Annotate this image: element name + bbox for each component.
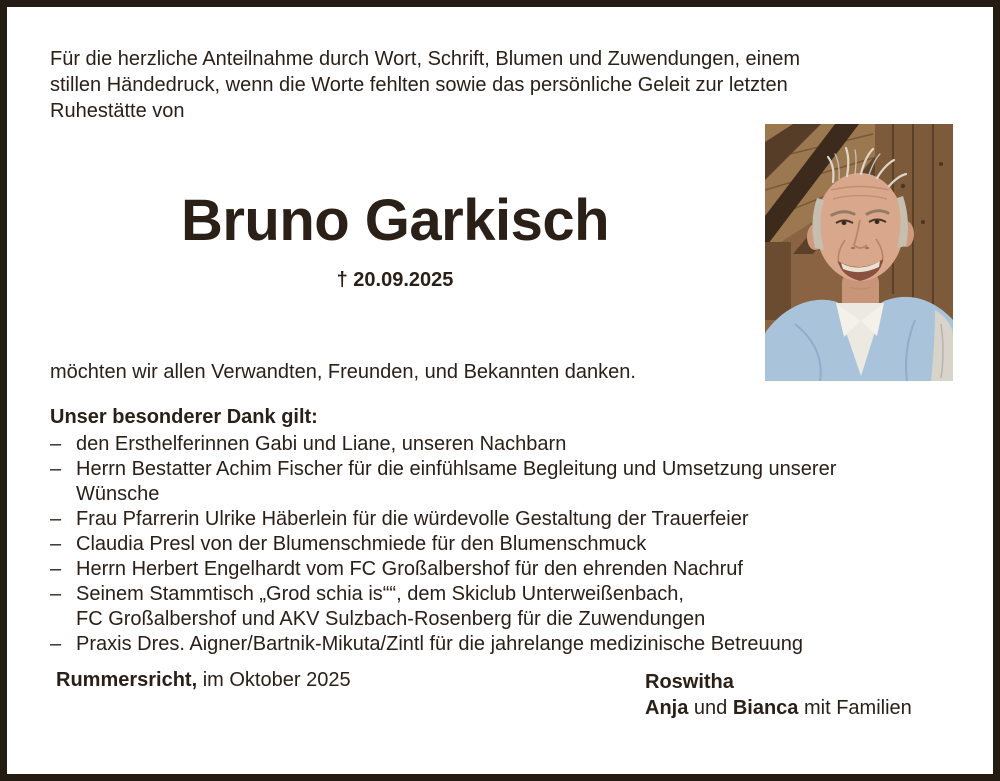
family-name: Anja <box>645 697 689 719</box>
list-item <box>50 457 975 507</box>
list-item-text: Frau Pfarrerin Ulrike Häberlein für die würdevolle Gestaltung der Trauerfeier <box>76 508 749 530</box>
dash-bullet: – <box>50 558 62 580</box>
portrait-photo-illustration <box>765 124 953 381</box>
list-item-text: Seinem Stammtisch „Grod schia is““, dem Skiclub Unterweißenbach, <box>76 583 684 605</box>
list-item-text: Wünsche <box>76 483 160 505</box>
family-names-line <box>645 695 912 721</box>
closing-place: Rummersricht, <box>56 669 198 691</box>
dash-bullet: – <box>50 533 62 555</box>
thanks-line: möchten wir allen Verwandten, Freunden, und Bekannten danken. <box>50 361 636 383</box>
list-item <box>50 432 975 457</box>
portrait-photo <box>765 124 953 381</box>
dash-bullet: – <box>50 583 62 605</box>
closing-date: im Oktober 2025 <box>197 669 351 691</box>
list-item-text: Herrn Herbert Engelhardt vom FC Großalbershof für den ehrenden Nachruf <box>76 558 743 580</box>
intro-line: stillen Händedruck, wenn die Worte fehlten sowie das persönliche Geleit zur letzten <box>50 74 788 96</box>
dash-bullet: – <box>50 508 62 530</box>
list-item <box>50 582 975 632</box>
list-item-text: Praxis Dres. Aigner/Bartnik-Mikuta/Zintl für die jahrelange medizinische Betreuung <box>76 633 804 655</box>
family-signatures <box>645 669 912 721</box>
death-date: † 20.09.2025 <box>336 269 454 291</box>
family-name: Roswitha <box>645 671 734 693</box>
dash-bullet: – <box>50 433 62 455</box>
conjunction-text: und <box>688 697 733 719</box>
acknowledgement-list <box>50 432 975 657</box>
list-item-text: Claudia Presl von der Blumenschmiede für den Blumenschmuck <box>76 533 647 555</box>
intro-line: Ruhestätte von <box>50 100 185 122</box>
family-name: Bianca <box>732 697 799 719</box>
list-item-text: Herrn Bestatter Achim Fischer für die einfühlsame Begleitung und Umsetzung unserer <box>76 458 837 480</box>
intro-line: Für die herzliche Anteilnahme durch Wort, Schrift, Blumen und Zuwendungen, einem <box>50 48 801 70</box>
dash-bullet: – <box>50 458 62 480</box>
closing-place-date <box>56 669 351 692</box>
list-item <box>50 632 975 657</box>
list-item-text: den Ersthelferinnen Gabi und Liane, unseren Nachbarn <box>76 433 567 455</box>
deceased-name: Bruno Garkisch <box>180 188 610 253</box>
list-item <box>50 532 975 557</box>
list-item-text: FC Großalbershof und AKV Sulzbach-Rosenberg für die Zuwendungen <box>76 608 706 630</box>
list-item <box>50 507 975 532</box>
family-suffix-text: mit Familien <box>798 697 912 719</box>
intro-paragraph <box>50 46 962 124</box>
acknowledgement-heading: Unser besonderer Dank gilt: <box>50 406 318 428</box>
dash-bullet: – <box>50 633 62 655</box>
list-item <box>50 557 975 582</box>
